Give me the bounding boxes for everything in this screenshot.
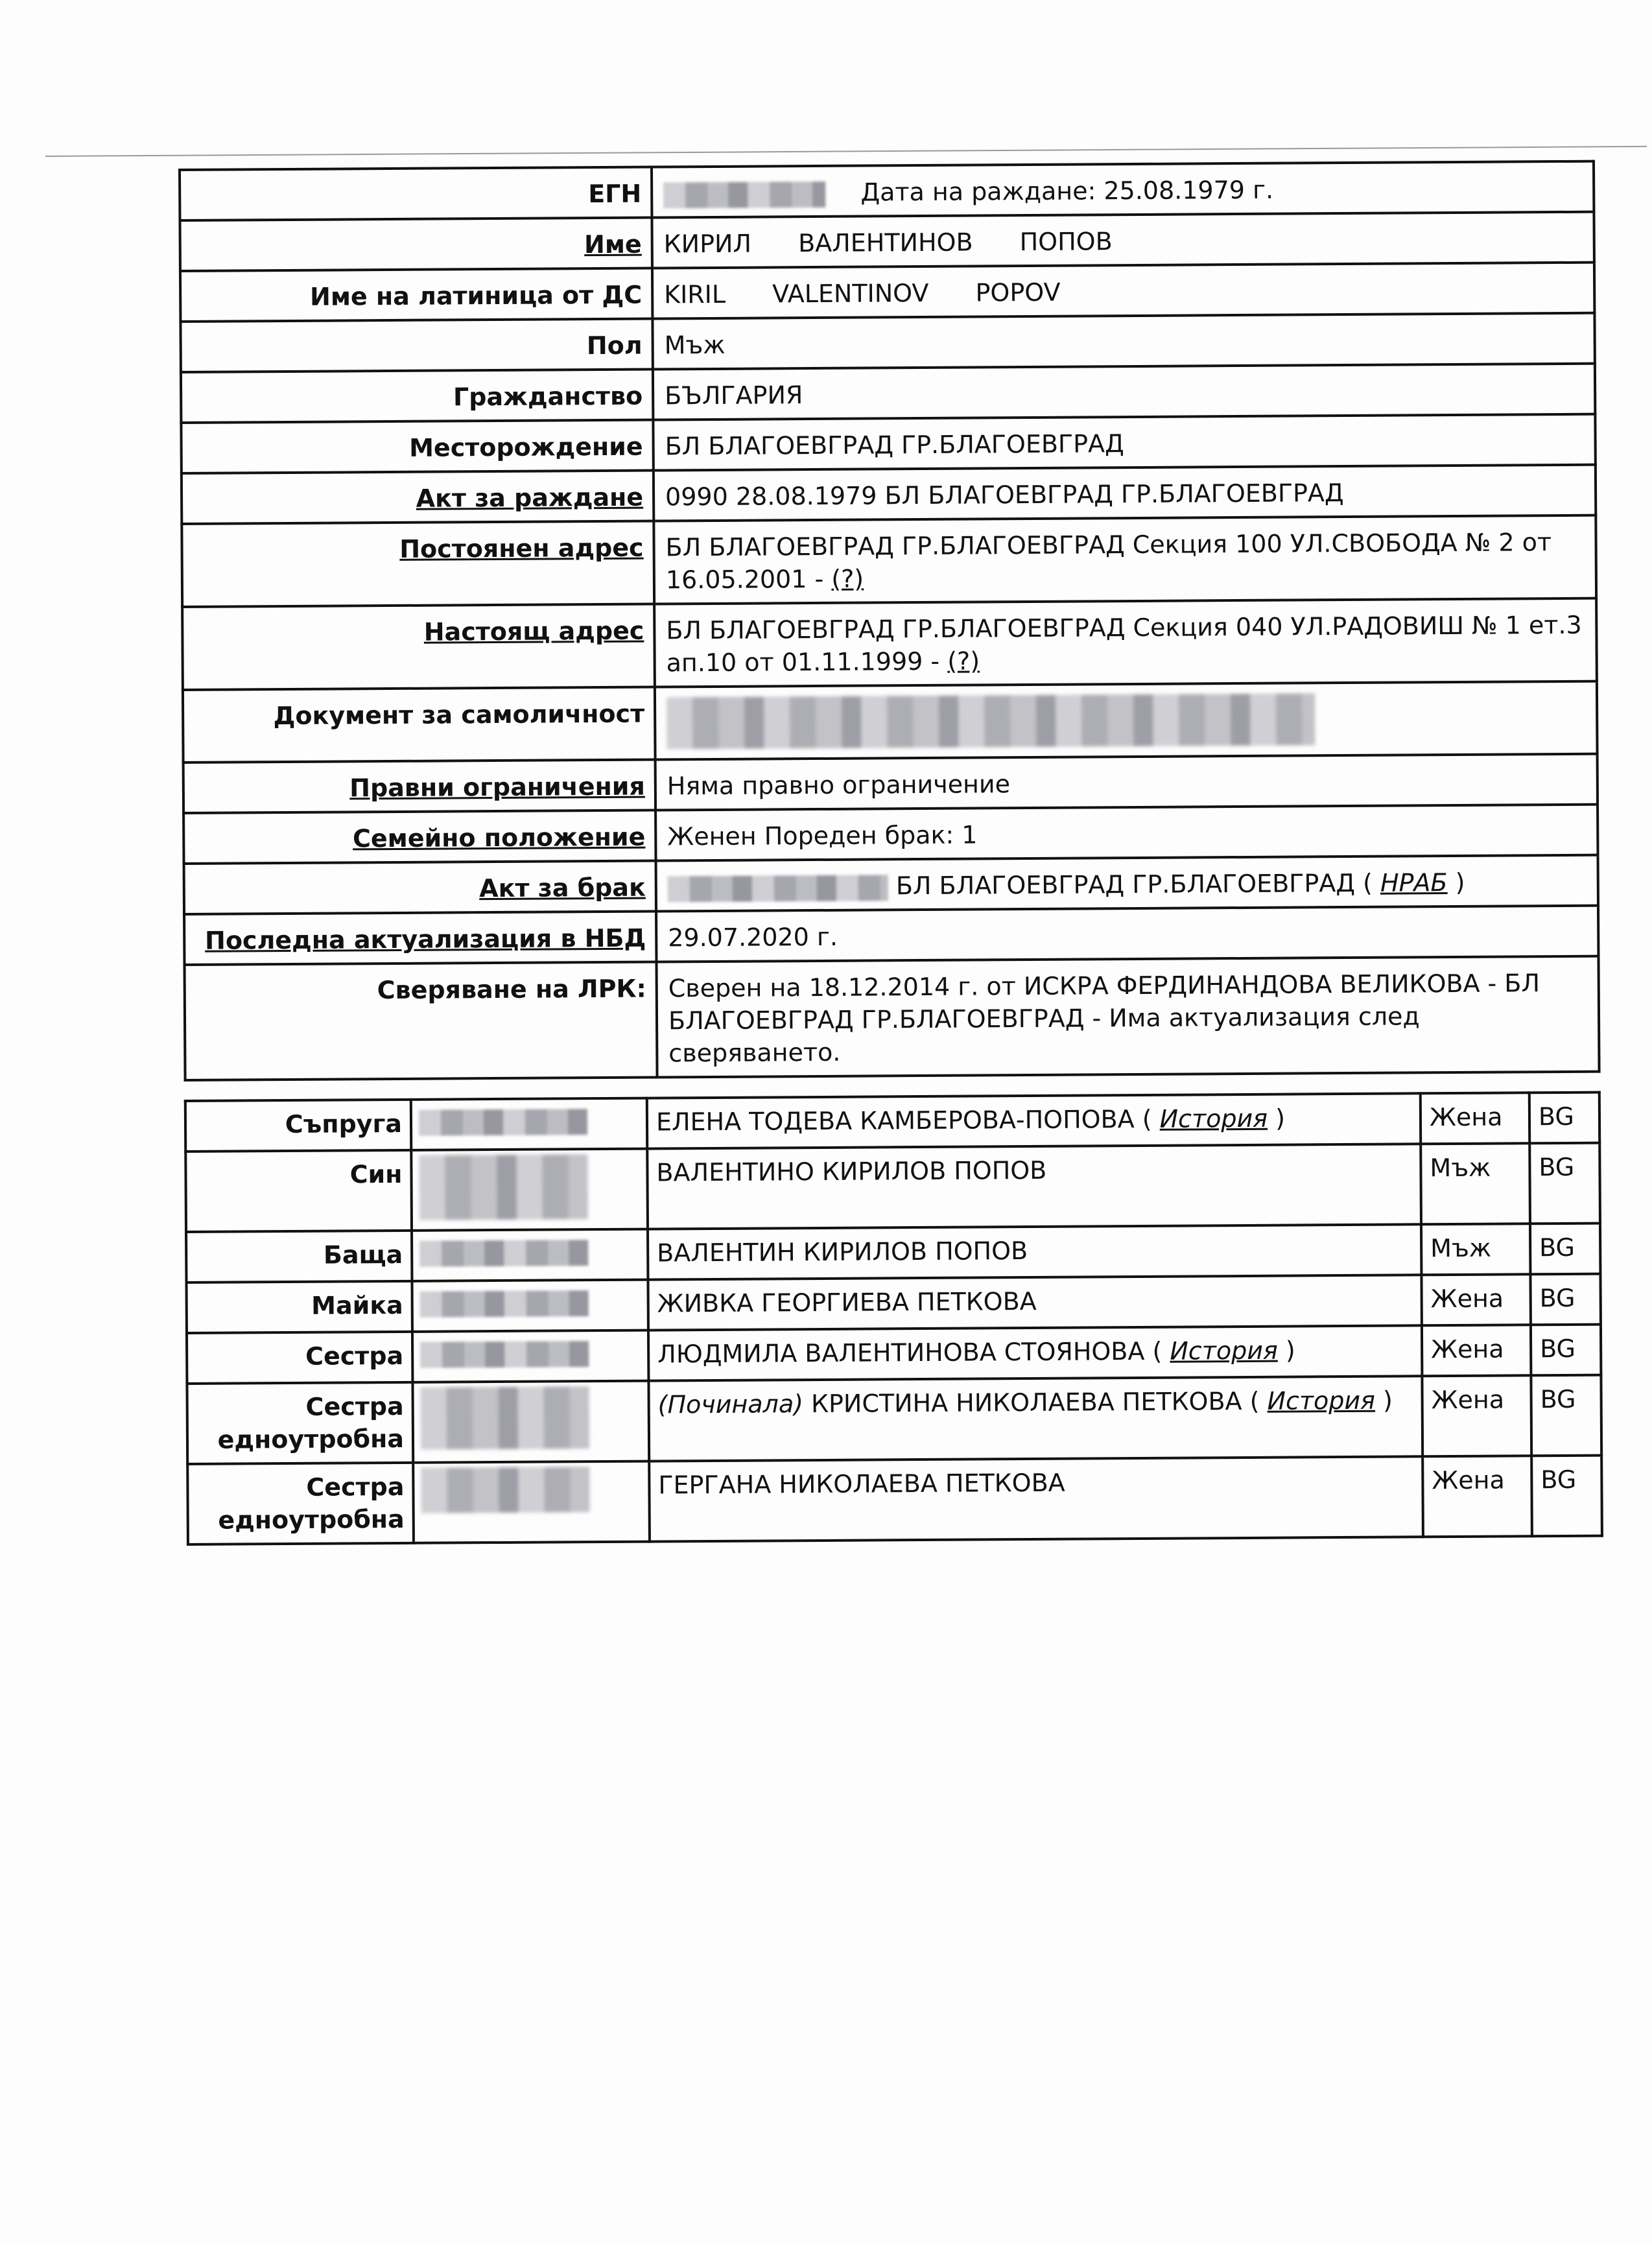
relatives-table [184, 1091, 1603, 1546]
relative-sex: Жена [1422, 1375, 1531, 1456]
permanent-address-history-link[interactable]: (?) [831, 564, 864, 593]
row-latin-name [180, 263, 1594, 322]
row-marital-status [183, 805, 1598, 864]
latin-last-name: POPOV [975, 278, 1061, 307]
relative-row [187, 1325, 1601, 1384]
relative-name-close: ) [1285, 1336, 1295, 1365]
redacted-relative-egn [420, 1386, 589, 1450]
redacted-id-document [667, 693, 1315, 749]
relative-country: BG [1530, 1274, 1600, 1325]
row-legal-restrictions [183, 754, 1598, 813]
relative-relation-detail: едноутробна [218, 1504, 405, 1535]
relative-name-close: ) [1275, 1104, 1286, 1133]
relative-history-link[interactable]: История [1170, 1336, 1278, 1365]
relative-sex: Жена [1422, 1325, 1531, 1376]
row-birth-act [182, 465, 1596, 524]
relative-sex: Жена [1422, 1456, 1532, 1537]
personal-data-table [178, 160, 1601, 1082]
relative-country: BG [1529, 1093, 1599, 1144]
marriage-act-nrab-link[interactable]: НРАБ [1380, 868, 1448, 897]
last-name: ПОПОВ [1019, 227, 1113, 257]
lrk-check-label: Сверяване на ЛРК: [185, 962, 657, 1080]
birth-act-value: 0990 28.08.1979 БЛ БЛАГОЕВГРАД ГР.БЛАГОЕВГРАД [654, 465, 1596, 521]
id-document-label: Документ за самоличност [183, 687, 655, 762]
last-update-value: 29.07.2020 г. [656, 906, 1598, 962]
row-egn [180, 161, 1594, 220]
birthplace-value: БЛ БЛАГОЕВГРАД ГР.БЛАГОЕВГРАД [653, 414, 1595, 471]
relative-row [186, 1223, 1600, 1283]
citizenship-label: Гражданство [181, 370, 653, 423]
row-lrk-check [185, 956, 1599, 1080]
relative-row [187, 1375, 1601, 1464]
relative-country: BG [1530, 1223, 1600, 1275]
relative-name: ЛЮДМИЛА ВАЛЕНТИНОВА СТОЯНОВА ( [657, 1336, 1162, 1369]
relative-country: BG [1531, 1325, 1601, 1376]
relative-row [185, 1143, 1600, 1232]
redacted-egn [663, 181, 825, 208]
relative-relation: Майка [186, 1281, 412, 1333]
row-name [180, 212, 1594, 271]
sex-label: Пол [180, 319, 652, 372]
relative-history-link[interactable]: История [1267, 1386, 1376, 1415]
lrk-check-value: Сверен на 18.12.2014 г. от ИСКРА ФЕРДИНАНДОВА ВЕЛИКОВА - БЛ БЛАГОЕВГРАД ГР.БЛАГОЕВГРАД - Има актуализация след сверяването. [656, 956, 1599, 1078]
birthplace-label: Месторождение [181, 420, 653, 473]
person-record [178, 160, 1603, 1546]
birth-act-label[interactable]: Акт за раждане [182, 471, 654, 524]
birth-date: Дата на раждане: 25.08.1979 г. [860, 175, 1274, 207]
latin-name-label: Име на латиница от ДС [180, 268, 652, 322]
permanent-address-label[interactable]: Постоянен адрес [182, 521, 654, 607]
marital-status-value: Женен Пореден брак: 1 [655, 805, 1598, 861]
relative-history-link[interactable]: История [1159, 1104, 1268, 1133]
permanent-address-value: БЛ БЛАГОЕВГРАД ГР.БЛАГОЕВГРАД Секция 100 УЛ.СВОБОДА № 2 от 16.05.2001 - [665, 528, 1552, 595]
legal-restrictions-label[interactable]: Правни ограничения [183, 760, 655, 813]
citizenship-value: БЪЛГАРИЯ [653, 364, 1595, 420]
relative-name: КРИСТИНА НИКОЛАЕВА ПЕТКОВА ( [810, 1386, 1260, 1419]
relative-name: ЕЛЕНА ТОДЕВА КАМБЕРОВА-ПОПОВА ( [655, 1104, 1152, 1137]
name-label: Име [180, 218, 652, 271]
last-update-label[interactable]: Последна актуализация в НБД [184, 912, 656, 965]
relative-name: ВАЛЕНТИН КИРИЛОВ ПОПОВ [648, 1224, 1421, 1279]
relative-relation: Сестра [305, 1391, 404, 1421]
relative-relation: Съпруга [185, 1100, 411, 1152]
legal-restrictions-value: Няма правно ограничение [655, 754, 1598, 810]
first-name: КИРИЛ [663, 229, 752, 259]
redacted-relative-egn [421, 1467, 589, 1513]
relative-name: ЖИВКА ГЕОРГИЕВА ПЕТКОВА [648, 1275, 1421, 1330]
middle-name: ВАЛЕНТИНОВ [798, 228, 973, 258]
relative-relation: Син [185, 1150, 412, 1232]
relative-sex: Мъж [1421, 1143, 1530, 1224]
relative-relation: Баща [186, 1231, 412, 1283]
row-citizenship [181, 364, 1595, 423]
marriage-act-close: ) [1455, 868, 1465, 897]
relative-sex: Жена [1421, 1274, 1530, 1325]
marriage-act-value: БЛ БЛАГОЕВГРАД ГР.БЛАГОЕВГРАД ( [895, 868, 1373, 901]
marriage-act-label[interactable]: Акт за брак [184, 861, 656, 914]
relative-sex: Жена [1421, 1093, 1529, 1144]
latin-middle-name: VALENTINOV [772, 278, 929, 309]
row-marriage-act [184, 855, 1598, 914]
redacted-relative-egn [420, 1290, 589, 1318]
redacted-relative-egn [420, 1341, 589, 1368]
marital-status-label[interactable]: Семейно положение [183, 810, 655, 864]
row-current-address [182, 598, 1597, 690]
relative-relation-detail: едноутробна [217, 1424, 405, 1454]
relative-row [187, 1456, 1602, 1544]
relative-name: ГЕРГАНА НИКОЛАЕВА ПЕТКОВА [649, 1456, 1423, 1541]
sex-value: Мъж [652, 313, 1594, 370]
relative-sex: Мъж [1421, 1223, 1530, 1275]
latin-first-name: KIRIL [664, 279, 726, 309]
relative-name: ВАЛЕНТИНО КИРИЛОВ ПОПОВ [647, 1144, 1421, 1229]
row-id-document [183, 681, 1598, 762]
row-last-update [184, 906, 1598, 965]
scan-edge-line [45, 146, 1647, 157]
redacted-relative-egn [419, 1109, 587, 1136]
redacted-relative-egn [419, 1240, 588, 1267]
row-sex [180, 313, 1594, 372]
redacted-marriage-act-number [668, 875, 888, 902]
relative-country: BG [1529, 1143, 1600, 1224]
row-birthplace [181, 414, 1595, 473]
relative-relation: Сестра [187, 1332, 412, 1384]
egn-label: ЕГН [180, 167, 652, 220]
deceased-marker: (Починала) [657, 1389, 804, 1419]
relative-row [185, 1093, 1599, 1152]
current-address-label[interactable]: Настоящ адрес [182, 604, 655, 690]
relative-row [186, 1274, 1600, 1333]
redacted-relative-egn [419, 1154, 588, 1220]
relative-name-close: ) [1382, 1386, 1393, 1415]
relative-relation: Сестра [306, 1472, 405, 1502]
current-address-value: БЛ БЛАГОЕВГРАД ГР.БЛАГОЕВГРАД Секция 040 УЛ.РАДОВИШ № 1 ет.3 ап.10 от 01.11.1999 - [666, 610, 1582, 678]
relative-country: BG [1531, 1375, 1601, 1456]
relative-country: BG [1531, 1456, 1602, 1537]
current-address-history-link[interactable]: (?) [947, 646, 980, 676]
row-permanent-address [182, 515, 1596, 607]
